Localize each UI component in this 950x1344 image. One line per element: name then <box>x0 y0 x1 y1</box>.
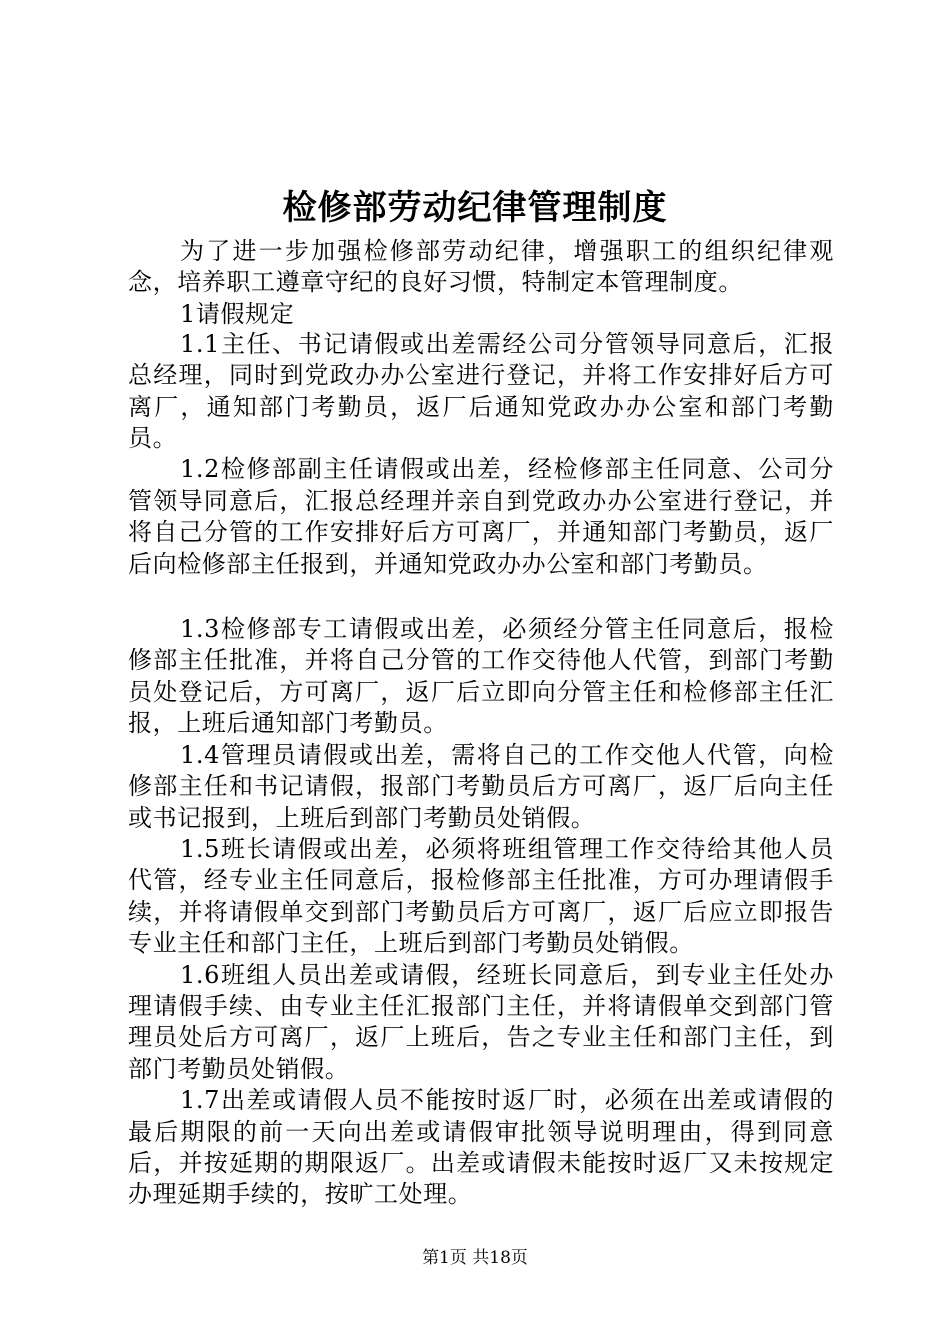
document-body <box>128 236 834 1211</box>
paragraph-spacer <box>128 580 834 614</box>
clause-1-4: 1.4管理员请假或出差，需将自己的工作交他人代管，向检修部主任和书记请假，报部门考勤员后方可离厂，返厂后向主任或书记报到，上班后到部门考勤员处销假。 <box>128 740 834 832</box>
section-heading-leave-rules: 1请假规定 <box>180 299 295 328</box>
clause-1-3: 1.3检修部专工请假或出差，必须经分管主任同意后，报检修部主任批准，并将自己分管的工作交待他人代管，到部门考勤员处登记后，方可离厂，返厂后立即向分管主任和检修部主任汇报，上班后通知部门考勤员。 <box>128 615 834 738</box>
clause-1-2: 1.2检修部副主任请假或出差，经检修部主任同意、公司分管领导同意后，汇报总经理并亲自到党政办办公室进行登记，并将自己分管的工作安排好后方可离厂，并通知部门考勤员，返厂后向检修部主任报到，并通知党政办办公室和部门考勤员。 <box>128 455 834 578</box>
clause-1-7: 1.7出差或请假人员不能按时返厂时，必须在出差或请假的最后期限的前一天向出差或请假审批领导说明理由，得到同意后，并按延期的期限返厂。出差或请假未能按时返厂又未按规定办理延期手续的，按旷工处理。 <box>128 1086 834 1209</box>
document-title: 检修部劳动纪律管理制度 <box>282 188 668 228</box>
page-footer: 第1页 共18页 <box>422 1248 528 1268</box>
clause-1-5: 1.5班长请假或出差，必须将班组管理工作交待给其他人员代管，经专业主任同意后，报检修部主任批准，方可办理请假手续，并将请假单交到部门考勤员后方可离厂，返厂后应立即报告专业主任和部门主任，上班后到部门考勤员处销假。 <box>128 834 834 958</box>
clause-1-1: 1.1主任、书记请假或出差需经公司分管领导同意后，汇报总经理，同时到党政办办公室进行登记，并将工作安排好后方可离厂，通知部门考勤员，返厂后通知党政办办公室和部门考勤员。 <box>128 329 834 453</box>
clause-1-6: 1.6班组人员出差或请假，经班长同意后，到专业主任处办理请假手续、由专业主任汇报部门主任，并将请假单交到部门管理员处后方可离厂，返厂上班后，告之专业主任和部门主任，到部门考勤员处销假。 <box>128 960 834 1083</box>
intro-paragraph: 为了进一步加强检修部劳动纪律，增强职工的组织纪律观念，培养职工遵章守纪的良好习惯，特制定本管理制度。 <box>128 237 834 297</box>
